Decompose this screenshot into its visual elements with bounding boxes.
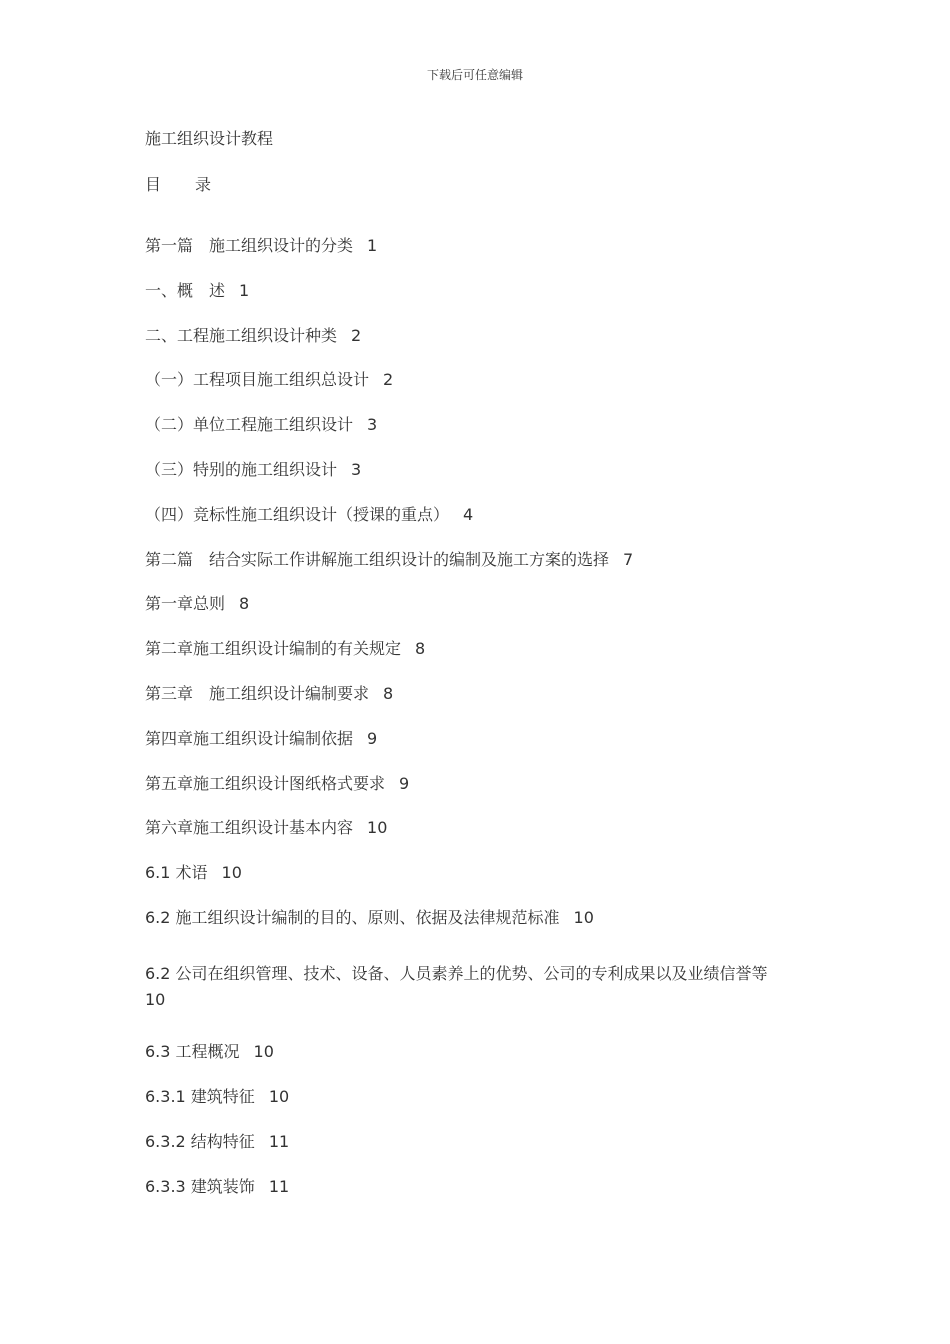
toc-entry-page: 1 [239,280,250,300]
toc-entry[interactable] [145,817,825,862]
toc-entry[interactable] [145,593,825,638]
toc-entry[interactable] [145,1086,825,1131]
toc-entry-text: 6.3 工程概况 [145,1042,240,1062]
toc-entry-page: 7 [623,549,634,569]
toc-entry[interactable] [145,414,825,459]
toc-heading-part2: 录 [195,175,212,194]
toc-entry-text: 6.3.2 结构特征 [145,1131,255,1151]
toc-heading-part1: 目 [145,175,162,194]
toc-entry[interactable] [145,773,825,818]
toc-entry-text: 二、工程施工组织设计种类 [145,325,338,345]
toc-entry-page: 11 [268,1176,290,1196]
toc-entry-page: 10 [145,989,166,1009]
toc-entry-text: 6.1 术语 [145,863,208,883]
toc-entry-text: （二）单位工程施工组织设计 [145,415,354,435]
toc-entry[interactable] [145,683,825,728]
toc-entry-page: 2 [383,370,394,390]
toc-entry-page: 11 [268,1131,290,1151]
toc-entry-page: 9 [367,728,378,748]
toc-entry-text: 第五章施工组织设计图纸格式要求 [145,773,386,793]
toc-entry-page: 2 [351,325,362,345]
toc-entry-page: 10 [253,1042,274,1062]
toc-entry-text: 6.2 施工组织设计编制的目的、原则、依据及法律规范标准 [145,907,560,927]
toc-entry-text: 6.2 公司在组织管理、技术、设备、人员素养上的优势、公司的专利成果以及业绩信誉等 [145,963,768,983]
toc-entry-text: 第二篇 结合实际工作讲解施工组织设计的编制及施工方案的选择 [145,549,610,569]
toc-entry[interactable] [145,907,825,952]
toc-entry-page: 9 [399,773,410,793]
toc-entry-page: 10 [573,907,594,927]
toc-entry-text: 第一篇 施工组织设计的分类 [145,236,354,255]
toc-entry-page: 3 [351,459,362,479]
toc-entry-text: （三）特别的施工组织设计 [145,459,338,479]
toc-entry-page: 10 [268,1087,290,1107]
toc-entry-text: 第六章施工组织设计基本内容 [145,818,354,838]
document-title: 施工组织设计教程 [145,129,274,148]
toc-entry[interactable] [145,728,825,773]
toc-entry-text: 第四章施工组织设计编制依据 [145,728,354,748]
toc-entry-text: 第二章施工组织设计编制的有关规定 [145,639,402,659]
toc-entry[interactable] [145,325,825,370]
toc-entry[interactable] [145,952,825,1042]
toc-heading [145,172,211,195]
toc-entry[interactable] [145,862,825,907]
toc-entry[interactable] [145,235,825,280]
toc-entry[interactable] [145,369,825,414]
toc-entry-page: 8 [415,639,426,659]
toc-entry[interactable] [145,549,825,594]
toc-entry[interactable] [145,1131,825,1176]
toc-entry-text: （四）竞标性施工组织设计（授课的重点） [145,504,450,524]
toc-entry[interactable] [145,1041,825,1086]
toc-entry-text: 一、概 述 [145,280,226,300]
toc-entry-page: 1 [367,236,378,255]
toc-entry[interactable] [145,1176,825,1221]
toc-entry-text: 6.3.1 建筑特征 [145,1087,255,1107]
toc-entry-page: 3 [367,415,378,435]
toc-entry[interactable] [145,638,825,683]
toc-entry[interactable] [145,504,825,549]
toc-entry[interactable] [145,280,825,325]
header-note: 下载后可任意编辑 [426,68,523,82]
toc-entry-text: 6.3.3 建筑装饰 [145,1176,255,1196]
toc-entry-page: 10 [367,818,388,838]
toc-entry-page: 4 [463,504,474,524]
table-of-contents [145,235,825,1221]
toc-entry-text: 第三章 施工组织设计编制要求 [145,683,370,703]
toc-entry-page: 8 [383,683,394,703]
toc-entry-text: （一）工程项目施工组织总设计 [145,370,370,390]
toc-entry-text: 第一章总则 [145,594,226,614]
toc-entry[interactable] [145,459,825,504]
toc-entry-page: 8 [239,594,250,614]
toc-entry-page: 10 [221,863,242,883]
